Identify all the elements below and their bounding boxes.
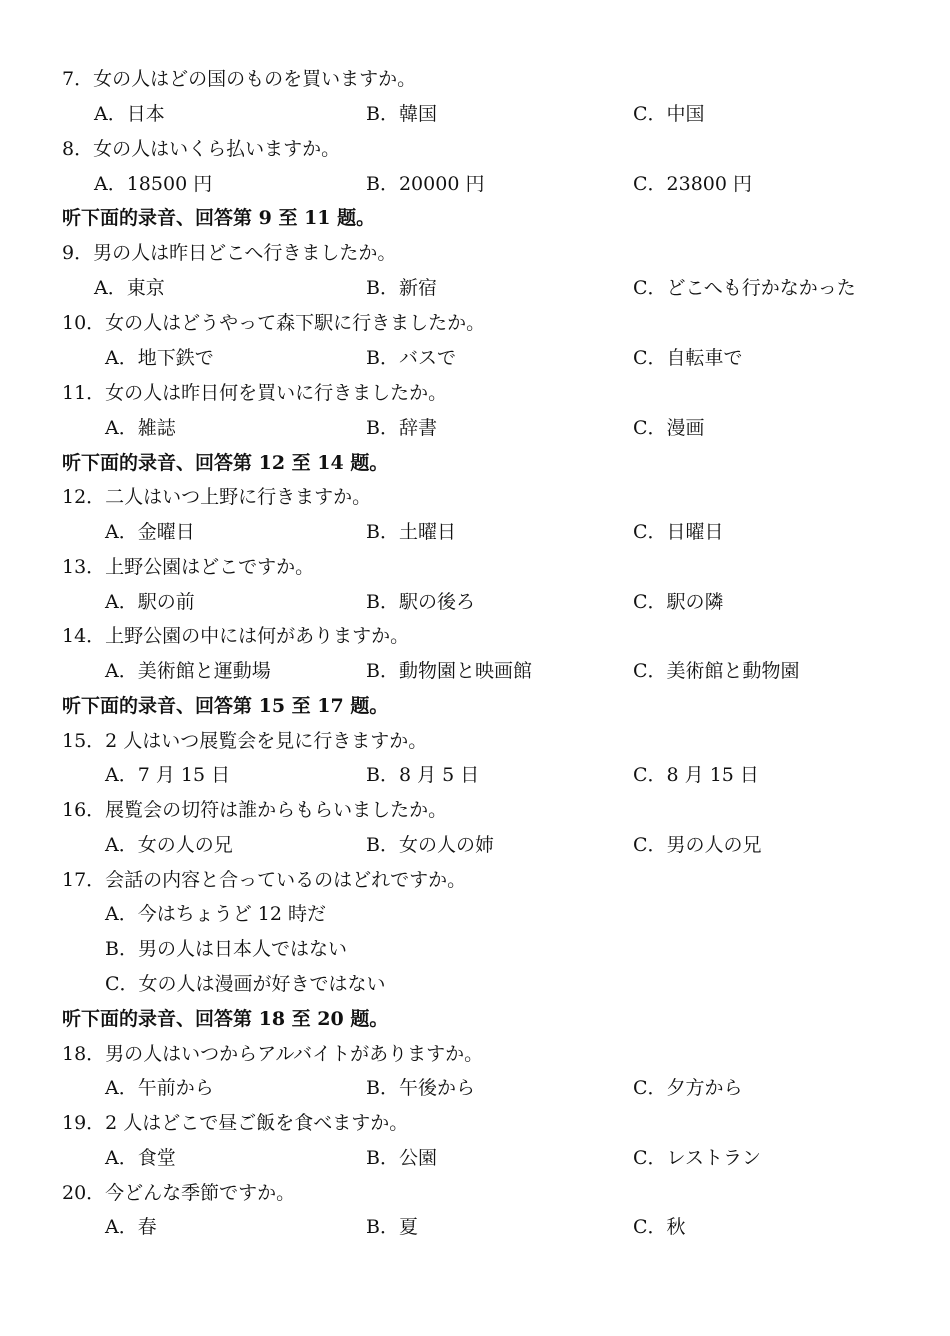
option-b: B．韓国 [366, 103, 437, 125]
option-c: C．夕方から [633, 1077, 743, 1099]
question-stem: 20．今どんな季節ですか。 [62, 1182, 296, 1204]
option-c: C．女の人は漫画が好きではない [105, 973, 386, 995]
section-heading: 听下面的录音、回答第 12 至 14 题。 [62, 452, 389, 474]
option-a: A．春 [105, 1216, 157, 1238]
option-a: A．金曜日 [105, 521, 195, 543]
question-stem: 9．男の人は昨日どこへ行きましたか。 [62, 242, 397, 264]
option-a: A．東京 [94, 277, 165, 299]
option-a: A．18500 円 [94, 173, 213, 195]
section-heading: 听下面的录音、回答第 15 至 17 题。 [62, 695, 389, 717]
option-c: C．23800 円 [633, 173, 753, 195]
option-c: C．自転車で [633, 347, 743, 369]
option-c: C．男の人の兄 [633, 834, 762, 856]
question-stem: 10．女の人はどうやって森下駅に行きましたか。 [62, 312, 486, 334]
option-b: B．公園 [366, 1147, 437, 1169]
option-c: C．中国 [633, 103, 705, 125]
question-stem: 15．2 人はいつ展覧会を見に行きますか。 [62, 730, 428, 752]
option-b: B．駅の後ろ [366, 591, 475, 613]
question-stem: 17．会話の内容と合っているのはどれですか。 [62, 869, 467, 891]
question-stem: 7．女の人はどの国のものを買いますか。 [62, 68, 417, 90]
option-a: A．午前から [105, 1077, 214, 1099]
option-c: C．日曜日 [633, 521, 724, 543]
option-c: C．美術館と動物園 [633, 660, 800, 682]
option-b: B．バスで [366, 347, 456, 369]
option-b: B．新宿 [366, 277, 437, 299]
question-stem: 18．男の人はいつからアルバイトがありますか。 [62, 1043, 484, 1065]
option-a: A．今はちょうど 12 時だ [105, 903, 326, 925]
option-c: C．駅の隣 [633, 591, 724, 613]
option-a: A．地下鉄で [105, 347, 214, 369]
option-a: A．美術館と運動場 [105, 660, 271, 682]
option-b: B．午後から [366, 1077, 475, 1099]
question-stem: 13．上野公園はどこですか。 [62, 556, 315, 578]
option-a: A．7 月 15 日 [105, 764, 231, 786]
option-a: A．駅の前 [105, 591, 195, 613]
question-stem: 8．女の人はいくら払いますか。 [62, 138, 341, 160]
question-stem: 14．上野公園の中には何がありますか。 [62, 625, 410, 647]
option-a: A．女の人の兄 [105, 834, 233, 856]
option-c: C．どこへも行かなかった [633, 277, 856, 299]
option-b: B．夏 [366, 1216, 418, 1238]
question-stem: 16．展覧会の切符は誰からもらいましたか。 [62, 799, 448, 821]
option-b: B．土曜日 [366, 521, 456, 543]
section-heading: 听下面的录音、回答第 18 至 20 题。 [62, 1008, 389, 1030]
option-a: A．食堂 [105, 1147, 176, 1169]
option-b: B．女の人の姉 [366, 834, 494, 856]
option-c: C．8 月 15 日 [633, 764, 759, 786]
option-b: B．辞書 [366, 417, 437, 439]
question-stem: 19．2 人はどこで昼ご飯を食べますか。 [62, 1112, 409, 1134]
option-b: B．動物園と映画館 [366, 660, 532, 682]
question-stem: 11．女の人は昨日何を買いに行きましたか。 [62, 382, 448, 404]
option-a: A．雑誌 [105, 417, 176, 439]
option-c: C．レストラン [633, 1147, 761, 1169]
option-c: C．秋 [633, 1216, 686, 1238]
option-b: B．20000 円 [366, 173, 485, 195]
option-b: B．男の人は日本人ではない [105, 938, 347, 960]
section-heading: 听下面的录音、回答第 9 至 11 题。 [62, 207, 376, 229]
option-c: C．漫画 [633, 417, 705, 439]
option-a: A．日本 [94, 103, 165, 125]
question-stem: 12．二人はいつ上野に行きますか。 [62, 486, 372, 508]
option-b: B．8 月 5 日 [366, 764, 480, 786]
